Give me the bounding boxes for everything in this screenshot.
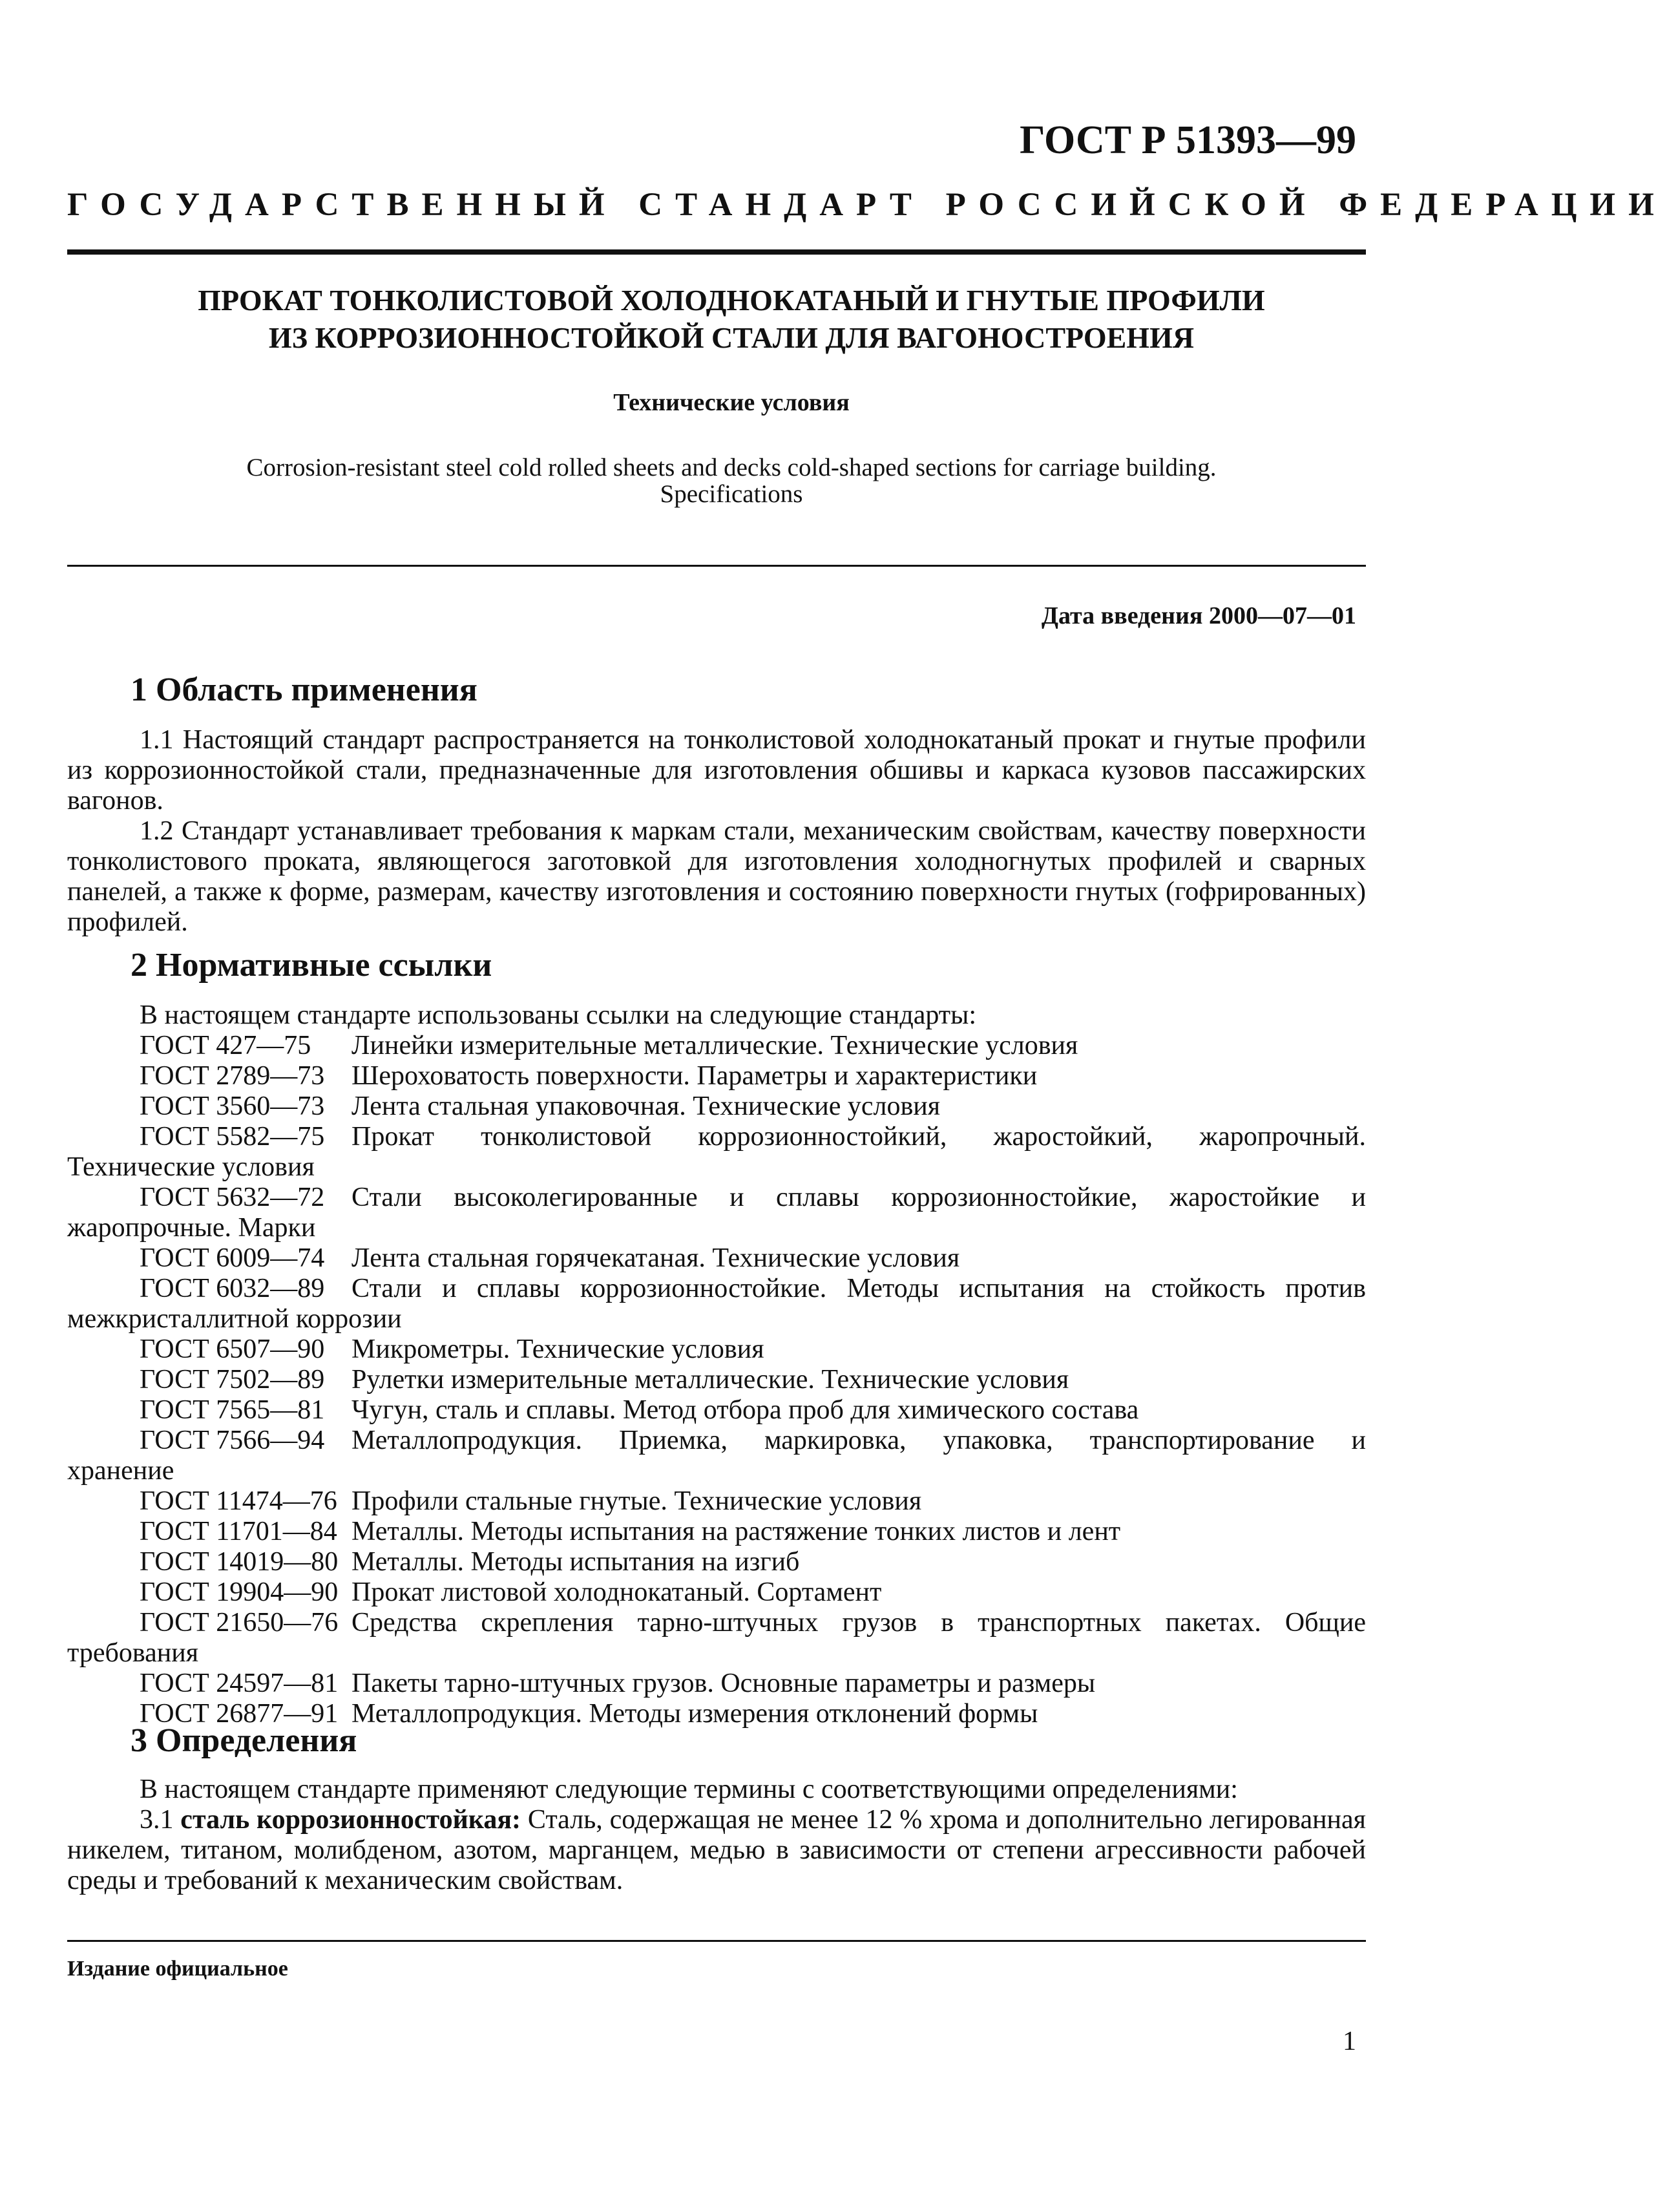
reference-code: ГОСТ 26877—91 (140, 1699, 339, 1729)
paragraph-1-2: 1.2 Стандарт устанавливает требования к маркам стали, механическим свойствам, качеству поверхности тонколистового проката, являющегося заготовкой для изготовления холодногнутых профилей и сварных панелей, а также к форме, размерам, качеству изготовления и состоянию поверхности гнутых (гофрированных) профилей. (67, 816, 1366, 937)
reference-item (67, 1031, 1366, 1061)
reference-code: ГОСТ 427—75 (140, 1031, 311, 1060)
section-3-body (67, 1775, 1366, 1896)
header-rule (67, 249, 1366, 255)
reference-title: Линейки измерительные металлические. Технические условия (351, 1031, 1078, 1060)
reference-item (67, 1122, 1366, 1183)
english-title-line-2: Specifications (660, 480, 803, 508)
reference-title: Металлы. Методы испытания на растяжение тонких листов и лент (351, 1517, 1121, 1546)
reference-title: Профили стальные гнутые. Технические условия (351, 1486, 922, 1516)
definitions-intro: В настоящем стандарте применяют следующие термины с соответствующими определениями: (140, 1775, 1238, 1804)
reference-title-continued: жаропрочные. Марки (67, 1213, 316, 1243)
reference-title: Чугун, сталь и сплавы. Метод отбора проб для химического состава (351, 1395, 1139, 1425)
reference-title: Пакеты тарно-штучных грузов. Основные параметры и размеры (351, 1669, 1096, 1698)
reference-item (67, 1061, 1366, 1091)
english-title-line-1: Corrosion-resistant steel cold rolled sheets and decks cold-shaped sections for carriage building. (246, 454, 1217, 481)
reference-title-continued: хранение (67, 1456, 174, 1486)
reference-code: ГОСТ 19904—90 (140, 1577, 339, 1607)
section-2-heading: 2 Нормативные ссылки (131, 947, 492, 984)
reference-item (67, 1577, 1366, 1608)
reference-title-continued: межкристаллитной коррозии (67, 1304, 402, 1334)
reference-item (67, 1547, 1366, 1577)
reference-item (67, 1517, 1366, 1547)
reference-code: ГОСТ 6009—74 (140, 1243, 325, 1273)
reference-title: Микрометры. Технические условия (351, 1334, 764, 1364)
subtitle: Технические условия (613, 389, 850, 416)
reference-item (67, 1669, 1366, 1699)
reference-title: Лента стальная упаковочная. Технические условия (351, 1091, 941, 1121)
reference-item (67, 1183, 1366, 1243)
section-3-heading: 3 Определения (131, 1722, 357, 1759)
title-line-1: ПРОКАТ ТОНКОЛИСТОВОЙ ХОЛОДНОКАТАНЫЙ И ГНУТЫЕ ПРОФИЛИ (198, 284, 1265, 317)
reference-item (67, 1091, 1366, 1122)
reference-code: ГОСТ 11701—84 (140, 1517, 337, 1546)
reference-code: ГОСТ 6032—89 (140, 1274, 325, 1303)
term-number: 3.1 (140, 1805, 174, 1835)
reference-title: Стали высоколегированные и сплавы коррозионностойкие, жаростойкие и (351, 1183, 1366, 1212)
reference-code: ГОСТ 5582—75 (140, 1122, 325, 1152)
reference-item (67, 1395, 1366, 1426)
reference-title: Рулетки измерительные металлические. Технические условия (351, 1365, 1069, 1395)
reference-item (67, 1426, 1366, 1486)
reference-title: Шероховатость поверхности. Параметры и характеристики (351, 1061, 1038, 1091)
definition-3-1 (67, 1805, 1366, 1896)
reference-code: ГОСТ 6507—90 (140, 1334, 325, 1364)
reference-item (67, 1274, 1366, 1334)
reference-code: ГОСТ 7502—89 (140, 1365, 325, 1395)
normative-references (67, 1000, 1366, 1729)
date-of-introduction: Дата введения 2000—07—01 (1041, 602, 1356, 629)
reference-item (67, 1334, 1366, 1365)
section-1-body (67, 725, 1366, 938)
term-definition: Сталь, содержащая не менее 12 % хрома и дополнительно легированная никелем, титаном, молибденом, азотом, марганцем, медью в зависимости от степени агрессивности рабочей среды и требований к механическим свойствам. (67, 1805, 1366, 1895)
reference-code: ГОСТ 24597—81 (140, 1669, 339, 1698)
reference-title-continued: требования (67, 1638, 199, 1668)
reference-item (67, 1243, 1366, 1274)
reference-code: ГОСТ 21650—76 (140, 1608, 339, 1638)
references-intro: В настоящем стандарте использованы ссылки на следующие стандарты: (140, 1000, 977, 1030)
reference-title: Лента стальная горячекатаная. Технические условия (351, 1243, 960, 1273)
reference-code: ГОСТ 2789—73 (140, 1061, 325, 1091)
reference-title: Стали и сплавы коррозионностойкие. Методы испытания на стойкость против (351, 1274, 1366, 1303)
title-rule (67, 565, 1366, 567)
reference-code: ГОСТ 5632—72 (140, 1183, 325, 1212)
reference-item (67, 1486, 1366, 1517)
page-number: 1 (1343, 2027, 1356, 2056)
reference-code: ГОСТ 14019—80 (140, 1547, 339, 1577)
paragraph-1-1: 1.1 Настоящий стандарт распространяется на тонколистовой холоднокатаный прокат и гнутые профили из коррозионностойкой стали, предназначенные для изготовления обшивы и каркаса кузовов пассажирских вагонов. (67, 725, 1366, 816)
title-line-2: ИЗ КОРРОЗИОННОСТОЙКОЙ СТАЛИ ДЛЯ ВАГОНОСТРОЕНИЯ (268, 321, 1195, 354)
government-standard-title: ГОСУДАРСТВЕННЫЙ СТАНДАРТ РОССИЙСКОЙ ФЕДЕРАЦИИ (67, 187, 1667, 223)
term: сталь коррозионностойкая: (180, 1805, 521, 1835)
reference-title-continued: Технические условия (67, 1152, 315, 1182)
reference-title: Металлы. Методы испытания на изгиб (351, 1547, 800, 1577)
reference-title: Металлопродукция. Методы измерения отклонений формы (351, 1699, 1038, 1729)
footer-rule (67, 1940, 1366, 1942)
reference-code: ГОСТ 3560—73 (140, 1091, 325, 1121)
reference-code: ГОСТ 7566—94 (140, 1426, 325, 1455)
official-edition-label: Издание официальное (67, 1957, 288, 1981)
reference-item (67, 1365, 1366, 1395)
reference-item (67, 1608, 1366, 1669)
section-1-heading: 1 Область применения (131, 671, 477, 708)
reference-code: ГОСТ 7565—81 (140, 1395, 325, 1425)
reference-title: Прокат листовой холоднокатаный. Сортамент (351, 1577, 882, 1607)
reference-title: Средства скрепления тарно-штучных грузов в транспортных пакетах. Общие (351, 1608, 1366, 1638)
document-code: ГОСТ Р 51393—99 (1020, 118, 1356, 162)
reference-title: Прокат тонколистовой коррозионностойкий, жаростойкий, жаропрочный. (351, 1122, 1366, 1152)
reference-code: ГОСТ 11474—76 (140, 1486, 337, 1516)
reference-title: Металлопродукция. Приемка, маркировка, упаковка, транспортирование и (351, 1426, 1366, 1455)
